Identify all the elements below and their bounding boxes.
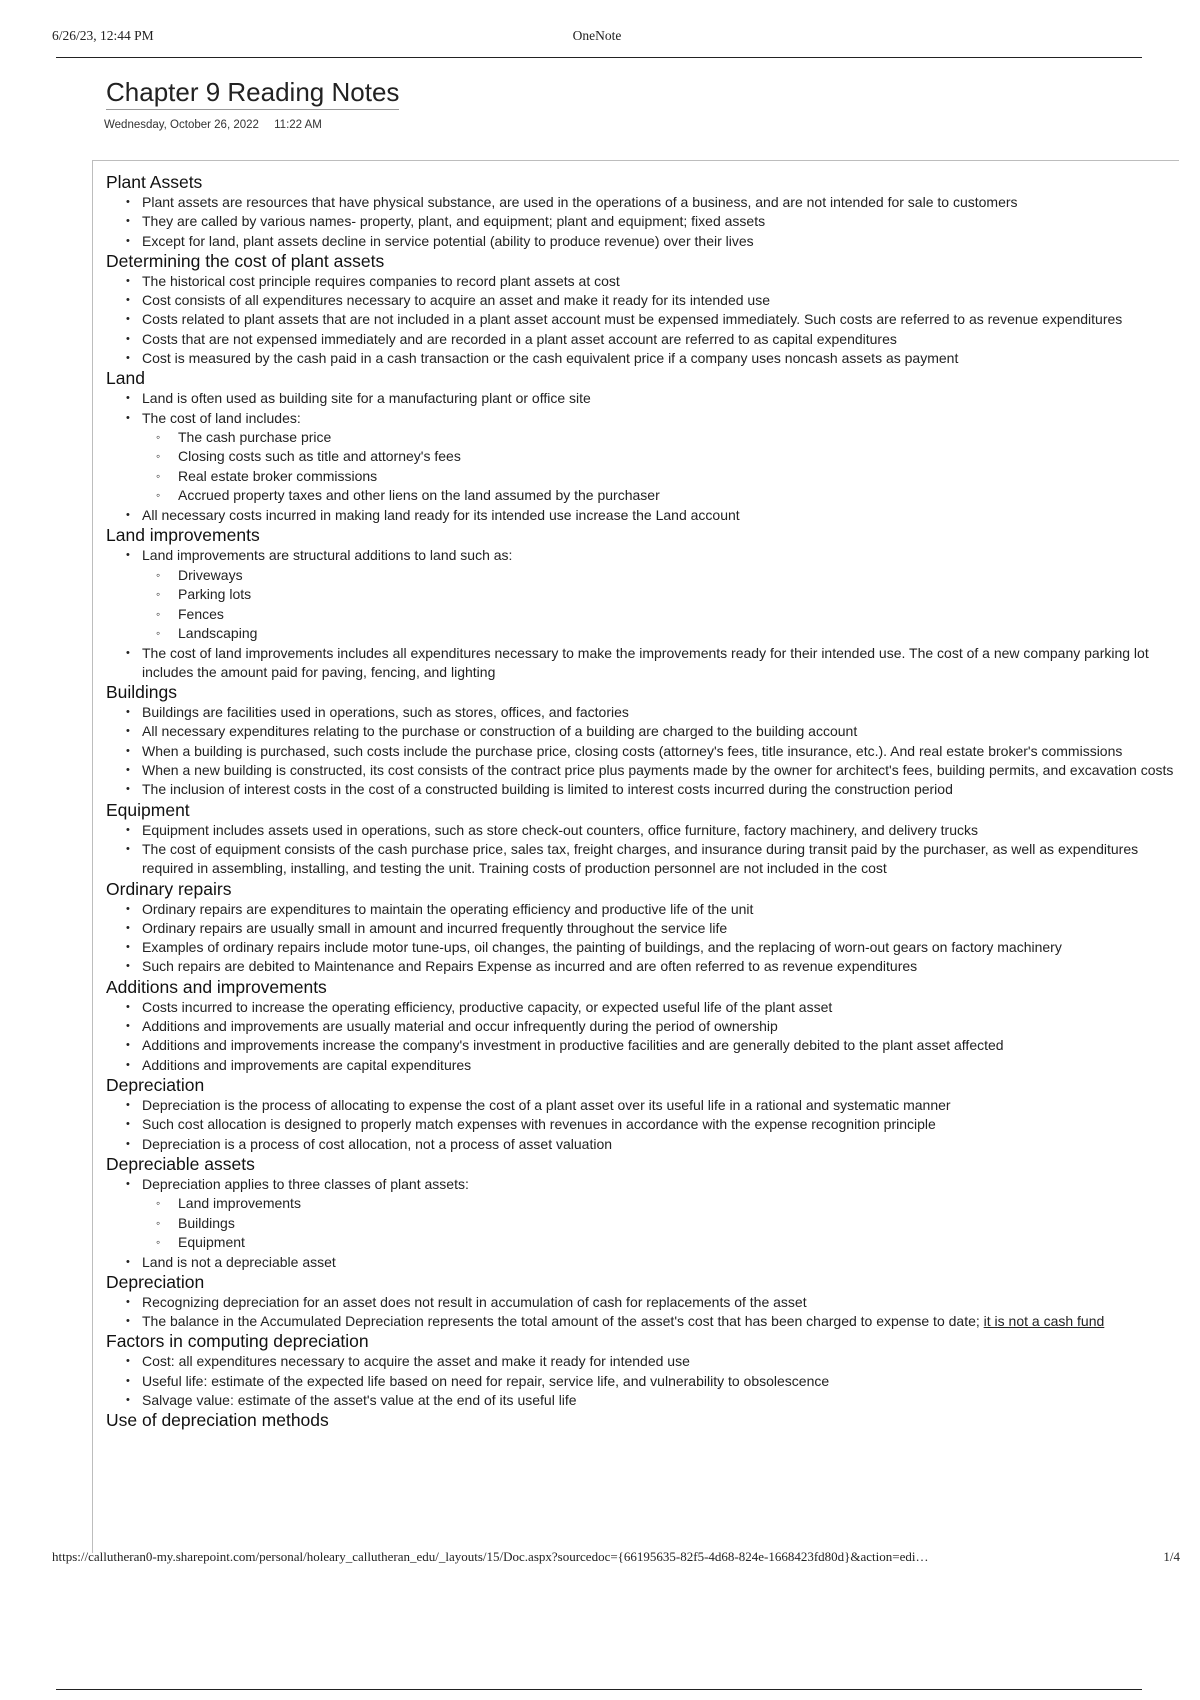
bullet-text: Plant assets are resources that have physical substance, are used in the operations of a business, and are not intended for sale to customers — [142, 194, 1018, 210]
bullet-text: Depreciation is the process of allocating to expense the cost of a plant asset over its useful life in a rational and systematic manner — [142, 1096, 951, 1113]
bullet-text: Land is often used as building site for a manufacturing plant or office site — [142, 390, 591, 407]
section-heading: Depreciation — [106, 1271, 205, 1292]
bullet-list — [106, 1175, 1181, 1272]
bullet-item — [142, 1391, 1181, 1410]
sub-bullet-list — [142, 428, 1181, 506]
header-divider — [56, 57, 1142, 58]
note-section — [106, 368, 1181, 525]
print-header — [52, 28, 1142, 56]
note-section — [106, 251, 1181, 368]
sub-bullet-item: ◦ Closing costs such as title and attorney's fees — [178, 447, 1181, 467]
sub-bullet-item: ◦ Land improvements — [178, 1194, 1181, 1214]
footer-divider — [56, 1689, 1142, 1690]
page-date: Wednesday, October 26, 2022 — [104, 119, 259, 131]
bullet-item — [142, 780, 1181, 799]
note-section — [106, 1410, 1181, 1431]
page-time: 11:22 AM — [274, 119, 322, 131]
note-content — [106, 172, 1181, 1550]
sub-bullet-list — [142, 1194, 1181, 1253]
bullet-item — [142, 389, 1181, 408]
note-section — [106, 1272, 1181, 1332]
bullet-list — [106, 1352, 1181, 1410]
bullet-item — [142, 1175, 1181, 1253]
section-heading: Factors in computing depreciation — [106, 1331, 369, 1352]
bullet-text: When a building is purchased, such costs include the purchase price, closing costs (attorney's fees, title insurance, etc.). And real estate broker's commissions — [142, 742, 1123, 759]
bullet-item — [142, 900, 1181, 919]
note-section — [106, 682, 1181, 799]
section-heading: Use of depreciation methods — [106, 1410, 329, 1431]
bullet-item — [142, 291, 1181, 310]
bullet-item — [142, 1115, 1181, 1134]
bullet-list — [106, 389, 1181, 525]
bullet-text: The cost of land includes: — [142, 409, 301, 426]
section-heading: Plant Assets — [106, 172, 203, 192]
bullet-item — [142, 840, 1181, 879]
bullet-item — [142, 998, 1181, 1017]
bullet-item — [142, 722, 1181, 741]
bullet-text: Depreciation applies to three classes of plant assets: — [142, 1175, 469, 1192]
bullet-item — [142, 409, 1181, 506]
bullet-text: Equipment includes assets used in operations, such as store check-out counters, office furniture, factory machinery, and delivery trucks — [142, 821, 979, 838]
bullet-list — [106, 900, 1181, 977]
bullet-text: All necessary expenditures relating to the purchase or construction of a building are charged to the building account — [142, 723, 858, 740]
section-heading: Equipment — [106, 799, 190, 820]
bullet-item — [142, 644, 1181, 683]
bullet-text: Land improvements are structural additions to land such as: — [142, 547, 513, 564]
bullet-item — [142, 1352, 1181, 1371]
bullet-item — [142, 1253, 1181, 1272]
bullet-item — [142, 546, 1181, 643]
bullet-item — [142, 821, 1181, 840]
bullet-text: Such cost allocation is designed to properly match expenses with revenues in accordance with the expense recognition principle — [142, 1116, 936, 1133]
bullet-text: Except for land, plant assets decline in service potential (ability to produce revenue) over their lives — [142, 232, 754, 249]
section-heading: Land improvements — [106, 525, 260, 546]
bullet-text: Cost consists of all expenditures necessary to acquire an asset and make it ready for its intended use — [142, 292, 771, 309]
print-datetime: 6/26/23, 12:44 PM — [52, 28, 154, 43]
bullet-item — [142, 957, 1181, 976]
section-heading: Ordinary repairs — [106, 878, 232, 899]
bullet-list — [106, 703, 1181, 799]
section-heading: Buildings — [106, 682, 178, 703]
bullet-list — [106, 193, 1181, 251]
bullet-text: The cost of land improvements includes all expenditures necessary to make the improvements ready for their intended use. The cost of a new company parking lot includes the amount paid for paving, fencing, and lighting — [142, 644, 1149, 680]
bullet-text: Useful life: estimate of the expected life based on need for repair, service life, and vulnerability to obsolescence — [142, 1372, 830, 1389]
note-section — [106, 1154, 1181, 1272]
bullet-item — [142, 742, 1181, 761]
bullet-item — [142, 1036, 1181, 1055]
bullet-item — [142, 506, 1181, 525]
bullet-list — [106, 1293, 1181, 1332]
sub-bullet-item: ◦ Equipment — [178, 1233, 1181, 1253]
print-url: https://callutheran0-my.sharepoint.com/personal/holeary_callutheran_edu/_layouts/15/Doc.aspx?sourcedoc={66195635-82f5-4d68-824e-1668423fd80d}&action=edi… — [52, 1549, 929, 1564]
bullet-item — [142, 938, 1181, 957]
bullet-item — [142, 232, 1181, 251]
page-number: 1/4 — [1163, 1549, 1180, 1564]
print-footer — [52, 1549, 1180, 1569]
bullet-text: Costs that are not expensed immediately and are recorded in a plant asset account are referred to as capital expenditures — [142, 330, 897, 347]
section-heading: Land — [106, 368, 145, 389]
bullet-list — [106, 1096, 1181, 1154]
bullet-text: The historical cost principle requires companies to record plant assets at cost — [142, 272, 620, 289]
note-section — [106, 1075, 1181, 1154]
bullet-item — [142, 761, 1181, 780]
sub-bullet-list — [142, 566, 1181, 644]
sub-bullet-item: ◦ Accrued property taxes and other liens on the land assumed by the purchaser — [178, 486, 1181, 506]
bullet-item — [142, 1017, 1181, 1036]
bullet-item — [142, 212, 1181, 231]
bullet-item — [142, 1372, 1181, 1391]
bullet-text: Land is not a depreciable asset — [142, 1253, 336, 1270]
bullet-item — [142, 310, 1181, 329]
bullet-text: The balance in the Accumulated Depreciation represents the total amount of the asset's cost that has been charged to expense to date; — [142, 1313, 984, 1330]
underlined-text: it is not a cash fund — [983, 1313, 1105, 1330]
note-section — [106, 172, 1181, 251]
bullet-text: Additions and improvements are capital expenditures — [142, 1056, 472, 1073]
note-section — [106, 1331, 1181, 1410]
sub-bullet-item: ◦ Parking lots — [178, 585, 1181, 605]
bullet-item — [142, 272, 1181, 291]
note-section — [106, 800, 1181, 879]
bullet-list — [106, 546, 1181, 682]
bullet-item — [142, 703, 1181, 722]
print-app-name: OneNote — [572, 28, 622, 43]
bullet-item — [142, 1293, 1181, 1312]
bullet-item — [142, 330, 1181, 349]
bullet-item — [142, 349, 1181, 368]
bullet-list — [106, 272, 1181, 368]
note-section — [106, 879, 1181, 977]
page-title: Chapter 9 Reading Notes — [106, 77, 399, 110]
bullet-text: Additions and improvements increase the company's investment in productive facilities and are generally debited to the plant asset affected — [142, 1037, 1004, 1054]
page-timestamp — [104, 119, 334, 131]
bullet-text: Costs related to plant assets that are not included in a plant asset account must be expensed immediately. Such costs are referred to as revenue expenditures — [142, 311, 1123, 328]
sub-bullet-item: ◦ Real estate broker commissions — [178, 467, 1181, 487]
bullet-text: When a new building is constructed, its cost consists of the contract price plus payments made by the owner for architect's fees, building permits, and excavation costs — [142, 762, 1174, 779]
sub-bullet-item: ◦ Buildings — [178, 1214, 1181, 1234]
bullet-item — [142, 1312, 1181, 1331]
bullet-item — [142, 193, 1181, 212]
bullet-text: Buildings are facilities used in operations, such as stores, offices, and factories — [142, 704, 629, 721]
section-heading: Additions and improvements — [106, 976, 327, 997]
sub-bullet-item: ◦ Fences — [178, 605, 1181, 625]
section-heading: Determining the cost of plant assets — [106, 250, 385, 271]
bullet-text: Depreciation is a process of cost allocation, not a process of asset valuation — [142, 1135, 613, 1152]
bullet-item — [142, 1096, 1181, 1115]
section-heading: Depreciation — [106, 1074, 205, 1095]
bullet-text: Such repairs are debited to Maintenance and Repairs Expense as incurred and are often referred to as revenue expenditures — [142, 958, 918, 975]
bullet-text: Ordinary repairs are expenditures to maintain the operating efficiency and productive life of the unit — [142, 900, 754, 917]
bullet-text: Recognizing depreciation for an asset does not result in accumulation of cash for replacements of the asset — [142, 1293, 807, 1310]
sub-bullet-item: ◦ Driveways — [178, 566, 1181, 586]
bullet-text: Costs incurred to increase the operating efficiency, productive capacity, or expected useful life of the plant asset — [142, 998, 833, 1015]
note-section — [106, 525, 1181, 682]
bullet-text: Additions and improvements are usually material and occur infrequently during the period of ownership — [142, 1018, 778, 1035]
bullet-text: All necessary costs incurred in making land ready for its intended use increase the Land account — [142, 506, 740, 523]
section-heading: Depreciable assets — [106, 1153, 255, 1174]
bullet-text: Cost: all expenditures necessary to acquire the asset and make it ready for intended use — [142, 1353, 690, 1370]
sub-bullet-item: ◦ Landscaping — [178, 624, 1181, 644]
bullet-list — [106, 821, 1181, 879]
bullet-item — [142, 1056, 1181, 1075]
bullet-text: Ordinary repairs are usually small in amount and incurred frequently throughout the service life — [142, 919, 728, 936]
bullet-item — [142, 1135, 1181, 1154]
bullet-text: Cost is measured by the cash paid in a cash transaction or the cash equivalent price if a company uses noncash assets as payment — [142, 350, 959, 367]
bullet-item — [142, 919, 1181, 938]
bullet-list — [106, 998, 1181, 1075]
bullet-text: The cost of equipment consists of the cash purchase price, sales tax, freight charges, and insurance during transit paid by the purchaser, as well as expenditures required in assembling, installing, and testing the unit. Training costs of production personnel are not included in the cost — [142, 840, 1139, 877]
bullet-text: They are called by various names- property, plant, and equipment; plant and equipment; fixed assets — [142, 213, 766, 230]
bullet-text: Salvage value: estimate of the asset's value at the end of its useful life — [142, 1392, 577, 1409]
note-section — [106, 977, 1181, 1075]
sub-bullet-item: ◦ The cash purchase price — [178, 428, 1181, 448]
bullet-text: The inclusion of interest costs in the cost of a constructed building is limited to interest costs incurred during the construction period — [142, 781, 953, 798]
bullet-text: Examples of ordinary repairs include motor tune-ups, oil changes, the painting of buildings, and the replacing of worn-out gears on factory machinery — [142, 939, 1062, 956]
